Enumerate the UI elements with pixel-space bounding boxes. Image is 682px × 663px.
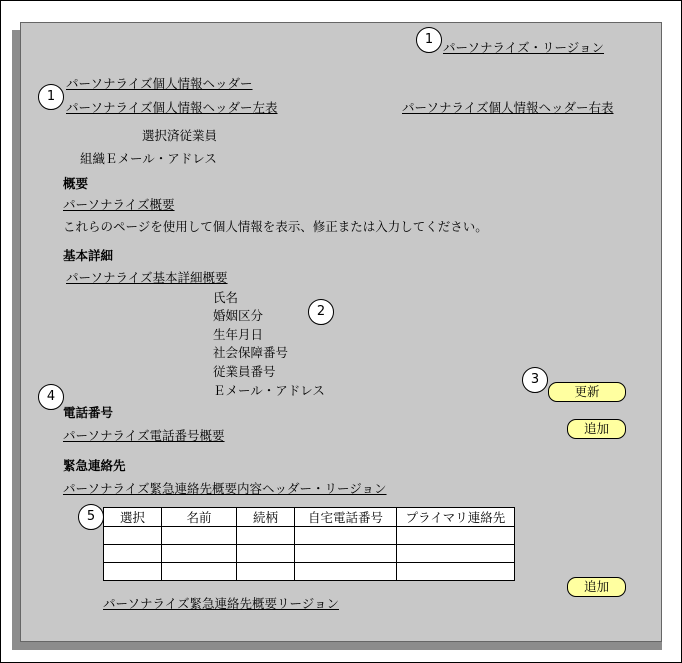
table-row [104,527,515,545]
phone-link[interactable]: パーソナライズ電話番号概要 [63,428,225,443]
header-right-table[interactable]: パーソナライズ個人情報ヘッダー右表 [402,100,614,115]
selected-employee: 選択済従業員 [142,128,218,143]
field-marital-status: 婚姻区分 [213,308,264,323]
col-primary-contact[interactable]: プライマリ連絡先 [397,508,515,527]
field-email: Ｅメール・アドレス [213,383,325,398]
table-cell [237,527,295,545]
field-social-security: 社会保障番号 [213,345,289,360]
org-email: 組織Ｅメール・アドレス [80,151,217,166]
emergency-link[interactable]: パーソナライズ緊急連絡先概要内容ヘッダー・リージョン [63,481,387,496]
table-row [104,563,515,581]
table-cell [295,545,397,563]
personal-info-header[interactable]: パーソナライズ個人情報ヘッダー [66,76,253,91]
marker-1-header: 1 [38,84,64,110]
table-cell [397,545,515,563]
basic-details-link[interactable]: パーソナライズ基本詳細概要 [66,270,228,285]
table-cell [104,527,162,545]
marker-5: 5 [78,504,104,530]
table-cell [104,563,162,581]
table-cell [295,527,397,545]
table-cell [162,545,237,563]
field-employee-number: 従業員番号 [213,364,276,379]
emergency-footer-link[interactable]: パーソナライズ緊急連絡先概要リージョン [103,596,340,611]
table-cell [237,563,295,581]
col-home-phone[interactable]: 自宅電話番号 [295,508,397,527]
col-name[interactable]: 名前 [162,508,237,527]
phone-add-button[interactable]: 追加 [567,419,626,439]
field-birth-date: 生年月日 [213,327,264,342]
phone-title: 電話番号 [63,405,114,420]
emergency-table [103,507,515,581]
emergency-title: 緊急連絡先 [63,458,126,473]
col-relationship[interactable]: 続柄 [237,508,295,527]
table-cell [162,527,237,545]
marker-1-top: 1 [416,27,442,53]
table-cell [104,545,162,563]
table-cell [162,563,237,581]
update-button[interactable]: 更新 [548,382,626,402]
table-cell [237,545,295,563]
table-cell [397,563,515,581]
basic-details-title: 基本詳細 [63,248,114,263]
table-cell [295,563,397,581]
marker-4: 4 [38,384,64,410]
marker-2: 2 [308,299,334,325]
overview-title: 概要 [63,176,89,191]
marker-3: 3 [522,367,548,393]
col-select[interactable]: 選択 [104,508,162,527]
header-left-table[interactable]: パーソナライズ個人情報ヘッダー左表 [66,100,278,115]
table-header-row [104,508,515,527]
overview-description: これらのページを使用して個人情報を表示、修正または入力してください。 [63,219,488,234]
field-name: 氏名 [213,290,239,305]
table-cell [397,527,515,545]
table-row [104,545,515,563]
emergency-add-button[interactable]: 追加 [567,577,626,597]
overview-link[interactable]: パーソナライズ概要 [63,197,175,212]
region-title[interactable]: パーソナライズ・リージョン [443,40,605,55]
